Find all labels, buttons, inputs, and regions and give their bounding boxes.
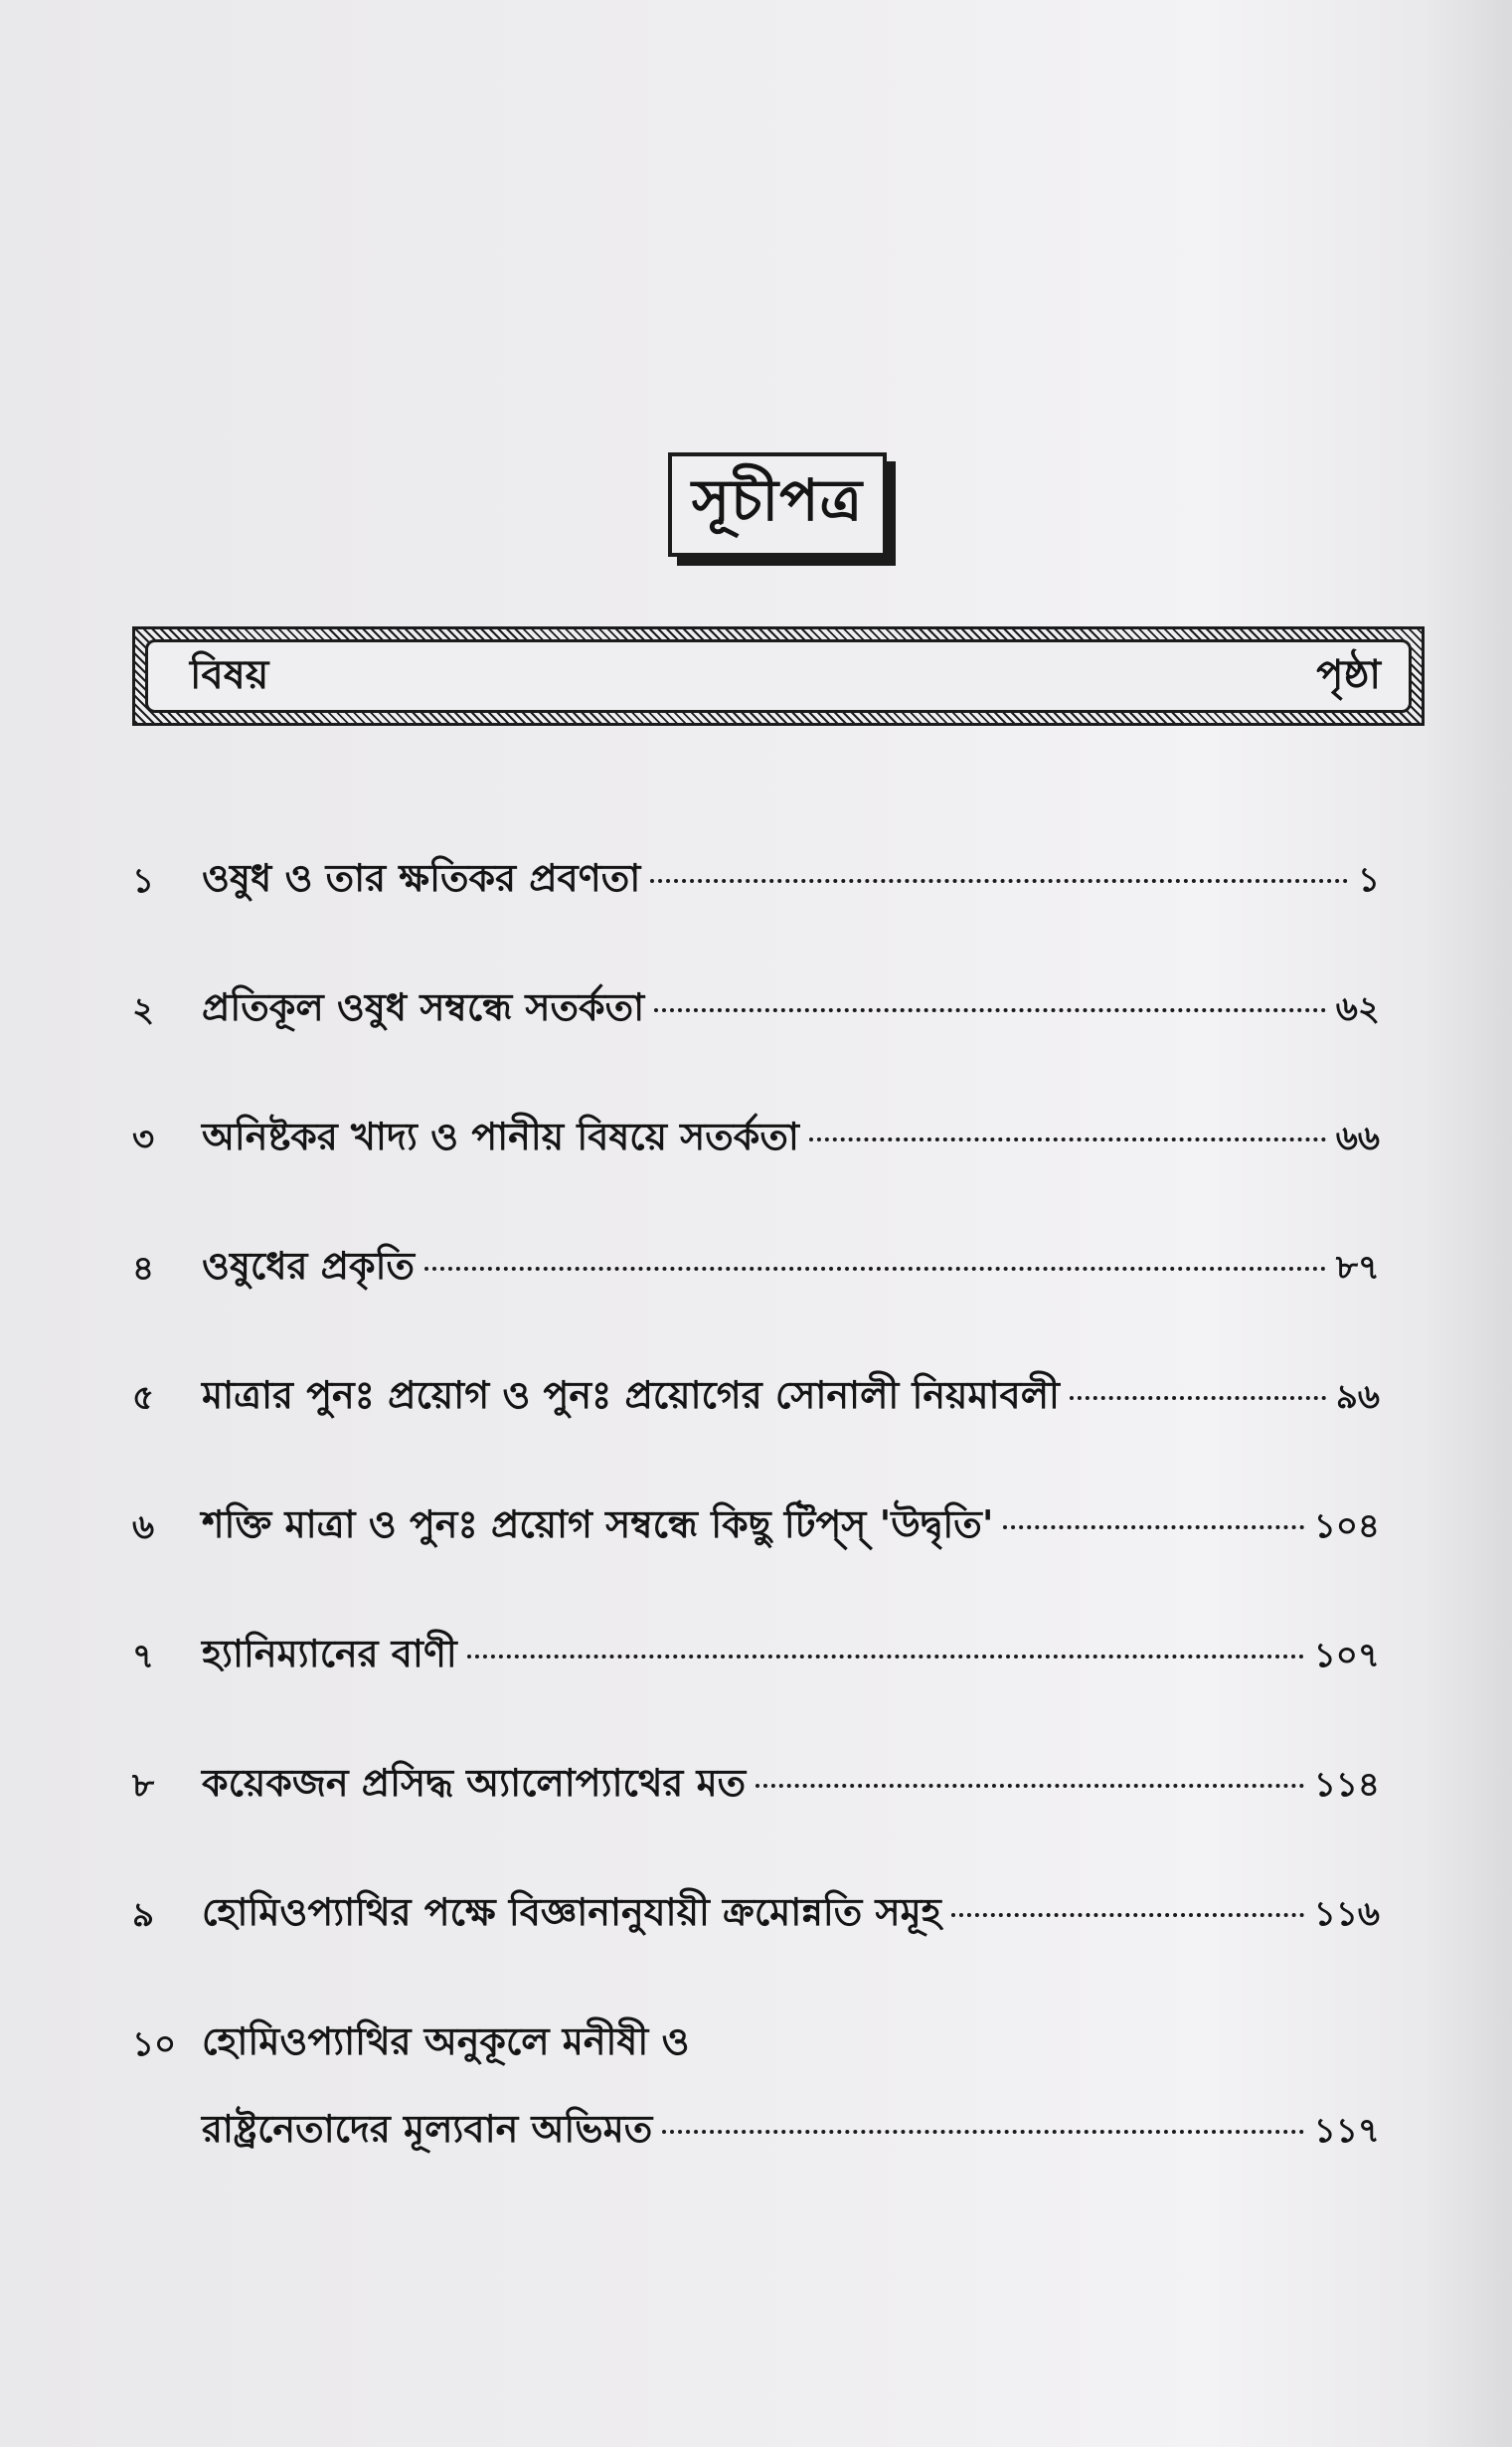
entry-title: প্রতিকূল ওষুধ সম্বন্ধে সতর্কতা [202,985,645,1029]
entry-page: ১১৬ [1313,1894,1380,1934]
dot-leader [1070,1396,1326,1400]
entry-number: ৫ [132,1378,155,1418]
entry-page: ১০৭ [1313,1636,1380,1675]
entry-title: হোমিওপ্যাথির পক্ষে বিজ্ঞানানুযায়ী ক্রমোন্নতি সমূহ [202,1890,941,1934]
entry-title-line1: হোমিওপ্যাথির অনুকূলে মনীষী ও [202,2019,690,2063]
entry-title: অনিষ্টকর খাদ্য ও পানীয় বিষয়ে সতর্কতা [202,1115,799,1158]
subject-column-label: বিষয় [190,651,269,698]
toc-entry-6[interactable] [132,1501,1380,1631]
dot-leader [756,1784,1304,1788]
entry-page: ১ [1357,860,1380,900]
entry-page: ৮৭ [1335,1248,1380,1288]
dot-leader [662,2130,1304,2134]
dot-leader [809,1137,1326,1141]
entry-number: ৪ [132,1249,155,1289]
entry-title: হ্যানিম্যানের বাণী [202,1632,457,1675]
entry-title: শক্তি মাত্রা ও পুনঃ প্রয়োগ সম্বন্ধে কিছু টিপ্‌স্ 'উদ্বৃতি' [202,1502,994,1546]
entry-page: ৬২ [1335,989,1380,1029]
entry-page: ১১৭ [1313,2111,1380,2151]
entry-title: কয়েকজন প্রসিদ্ধ অ্যালোপ্যাথের মত [202,1761,747,1805]
entry-number: ১০ [132,2024,177,2064]
entry-page: ১১৪ [1313,1765,1380,1805]
toc-entry-10[interactable] [132,2018,1380,2217]
spine-shadow [1423,0,1512,2447]
dot-leader [467,1655,1304,1659]
entry-number: ৩ [132,1120,155,1159]
entry-page: ৬৬ [1335,1119,1380,1158]
toc-header-banner [132,626,1425,726]
entry-number: ৬ [132,1507,155,1547]
entry-number: ৮ [132,1766,155,1806]
entry-number: ২ [132,990,155,1030]
dot-leader [424,1267,1326,1271]
entry-title: মাত্রার পুনঃ প্রয়োগ ও পুনঃ প্রয়োগের সোনালী নিয়মাবলী [202,1373,1060,1417]
entry-title: ওষুধের প্রকৃতি [202,1244,415,1288]
toc-entry-5[interactable] [132,1372,1380,1501]
toc-entry-4[interactable] [132,1243,1380,1372]
entry-title-line2: রাষ্ট্রনেতাদের মূল্যবান অভিমত [202,2107,653,2151]
entry-number: ৭ [132,1637,155,1676]
toc-list [132,855,1380,2217]
title-box [668,452,887,557]
entry-title: ওষুধ ও তার ক্ষতিকর প্রবণতা [202,856,641,900]
entry-page: ১০৪ [1313,1506,1380,1546]
dot-leader [1003,1525,1303,1529]
toc-entry-8[interactable] [132,1760,1380,1889]
entry-page: ৯৬ [1335,1377,1380,1417]
toc-entry-1[interactable] [132,855,1380,984]
dot-leader [650,879,1348,883]
dot-leader [951,1913,1304,1917]
toc-entry-7[interactable] [132,1631,1380,1760]
page-title: সূচীপত্র [691,466,864,534]
toc-entry-3[interactable] [132,1114,1380,1243]
toc-entry-9[interactable] [132,1889,1380,2018]
toc-entry-2[interactable] [132,984,1380,1114]
entry-number: ৯ [132,1895,155,1935]
entry-number: ১ [132,861,155,901]
dot-leader [654,1008,1326,1012]
page-column-label: পৃষ্ঠা [1316,651,1381,698]
toc-header-inner [145,639,1412,713]
